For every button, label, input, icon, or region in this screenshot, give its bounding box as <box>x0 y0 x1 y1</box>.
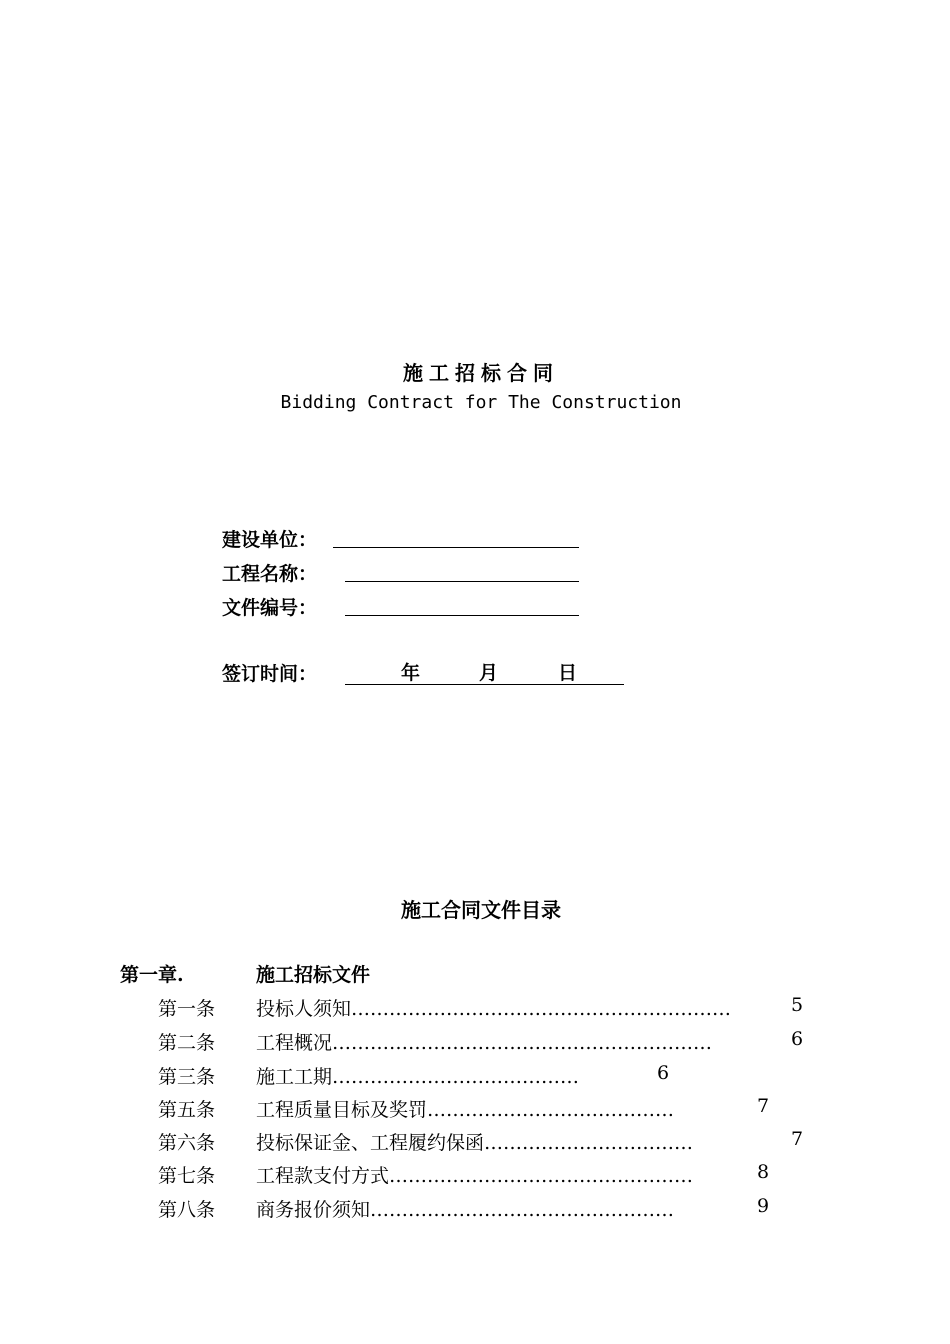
toc-item-page: 7 <box>757 1095 770 1117</box>
toc-item-title: 投标人须知…………………………………………………… <box>256 998 732 1020</box>
toc-item <box>0 1161 950 1191</box>
toc-item <box>0 1195 950 1225</box>
field-line-document-number <box>345 615 579 616</box>
toc-item-page: 6 <box>657 1062 670 1084</box>
field-label-document-number: 文件编号： <box>222 597 318 619</box>
toc-item-number: 第八条 <box>158 1199 216 1221</box>
field-label-project-name: 工程名称： <box>222 563 318 585</box>
toc-item-title: 工程质量目标及奖罚………………………………… <box>256 1099 675 1121</box>
field-label-signing-date: 签订时间： <box>222 663 318 685</box>
toc-item-number: 第五条 <box>158 1099 216 1121</box>
signing-date-line <box>345 658 624 685</box>
toc-item-title: 施工工期………………………………… <box>256 1066 580 1088</box>
document-title-english: Bidding Contract for The Construction <box>280 392 682 413</box>
field-line-project-name <box>345 581 579 582</box>
toc-item <box>0 1095 950 1125</box>
toc-item-number: 第一条 <box>158 998 216 1020</box>
toc-item-page: 9 <box>757 1195 770 1217</box>
chapter-number: 第一章. <box>120 964 184 986</box>
toc-item-title: 工程概况…………………………………………………… <box>256 1032 713 1054</box>
toc-item <box>0 1028 950 1058</box>
toc-item <box>0 994 950 1024</box>
toc-item-page: 6 <box>791 1028 804 1050</box>
toc-item <box>0 1128 950 1158</box>
toc-item-number: 第二条 <box>158 1032 216 1054</box>
toc-item-page: 7 <box>791 1128 804 1150</box>
date-year-label: 年 <box>401 662 421 684</box>
date-day-label: 日 <box>558 662 578 684</box>
toc-item-number: 第三条 <box>158 1066 216 1088</box>
field-label-construction-unit: 建设单位： <box>222 529 318 551</box>
toc-item-title: 投标保证金、工程履约保函…………………………… <box>256 1132 694 1154</box>
toc-item-number: 第六条 <box>158 1132 216 1154</box>
field-line-construction-unit <box>333 547 579 548</box>
toc-item <box>0 1062 950 1092</box>
toc-item-title: 工程款支付方式………………………………………… <box>256 1165 694 1187</box>
chapter-title: 施工招标文件 <box>256 964 371 986</box>
toc-item-page: 5 <box>791 994 804 1016</box>
toc-heading: 施工合同文件目录 <box>401 898 561 922</box>
toc-item-page: 8 <box>757 1161 770 1183</box>
date-month-label: 月 <box>479 662 499 684</box>
toc-item-number: 第七条 <box>158 1165 216 1187</box>
document-title-chinese: 施工招标合同 <box>403 361 559 385</box>
toc-item-title: 商务报价须知………………………………………… <box>256 1199 675 1221</box>
